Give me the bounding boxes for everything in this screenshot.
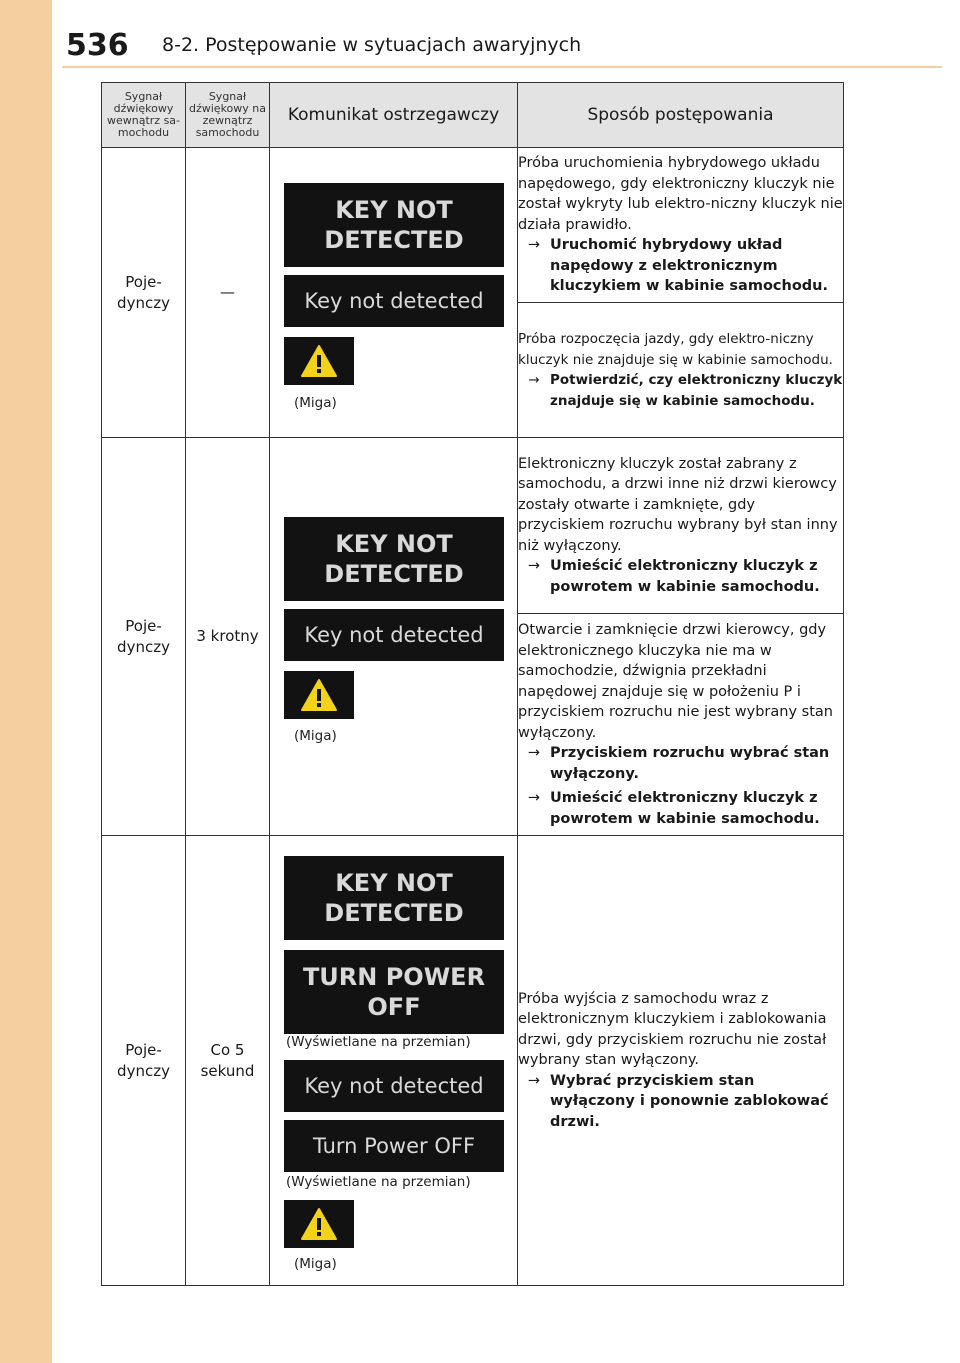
header-warning-message: Komunikat ostrzegawczy [270, 83, 518, 148]
header-procedure: Sposób postępowania [518, 83, 844, 148]
action-line [518, 743, 843, 784]
procedure-text: Elektroniczny kluczyk został zabrany z samochodu, a drzwi inne niż drzwi kierowcy zostały otwarte i zamknięte, gdy przyciskiem rozruchu wybrany był stan inny niż wyłączony. [518, 455, 838, 554]
warning-message-cell [270, 836, 518, 1286]
action-text: Przyciskiem rozruchu wybrać stan wyłączony. [550, 745, 830, 782]
warning-message-cell [270, 148, 518, 438]
display-key-not-detected-upper: KEY NOT DETECTED [284, 517, 504, 601]
caption-blink: (Miga) [294, 395, 337, 411]
section-title: 8-2. Postępowanie w sytuacjach awaryjnych [162, 34, 582, 56]
arrow-icon: → [527, 1072, 541, 1089]
outside-signal-cell: — [186, 148, 270, 438]
display-key-not-detected-upper: KEY NOT DETECTED [284, 183, 504, 267]
side-color-strip [0, 0, 52, 1363]
inside-signal-cell: Poje-dynczy [102, 836, 186, 1286]
table-row [102, 836, 844, 1286]
inside-signal-cell: Poje-dynczy [102, 148, 186, 438]
procedure-cell [518, 614, 844, 836]
page-number: 536 [66, 28, 129, 63]
procedure-cell [518, 836, 844, 1286]
action-line [518, 370, 843, 411]
display-key-not-detected: Key not detected [284, 609, 504, 661]
arrow-icon: → [527, 790, 541, 806]
caption-alternate: (Wyświetlane na przemian) [286, 1174, 471, 1190]
warning-triangle-icon [300, 344, 338, 378]
caption-blink: (Miga) [294, 728, 337, 744]
inside-signal-cell: Poje-dynczy [102, 438, 186, 836]
page-header [62, 28, 942, 64]
arrow-icon: → [527, 745, 541, 761]
action-line [518, 788, 843, 829]
warning-table [101, 82, 844, 1286]
table-row [102, 148, 844, 303]
header-outside-signal: Sygnał dźwiękowy na zewnątrz samochodu [186, 83, 270, 148]
caption-blink: (Miga) [294, 1256, 337, 1272]
procedure-cell [518, 438, 844, 614]
action-text: Potwierdzić, czy elektroniczny kluczyk znajduje się w kabinie samochodu. [550, 372, 843, 409]
warning-triangle-icon [300, 1207, 338, 1241]
header-rule [62, 66, 942, 68]
action-line [518, 1071, 843, 1133]
warning-light-box [284, 671, 354, 719]
procedure-cell [518, 148, 844, 303]
display-turn-power-off-upper: TURN POWER OFF [284, 950, 504, 1034]
display-key-not-detected-upper: KEY NOT DETECTED [284, 856, 504, 940]
outside-signal-cell: 3 krotny [186, 438, 270, 836]
warning-triangle-icon [300, 678, 338, 712]
arrow-icon: → [528, 372, 540, 388]
action-text: Umieścić elektroniczny kluczyk z powrotem w kabinie samochodu. [550, 790, 820, 827]
procedure-text: Próba wyjścia z samochodu wraz z elektronicznym kluczykiem i zablokowania drzwi, gdy przyciskiem rozruchu nie został wybrany stan wyłączony. [518, 990, 827, 1069]
header-inside-signal: Sygnał dźwiękowy wewnątrz sa-mochodu [102, 83, 186, 148]
display-key-not-detected: Key not detected [284, 275, 504, 327]
warning-message-cell [270, 438, 518, 836]
warning-light-box [284, 1200, 354, 1248]
warning-light-box [284, 337, 354, 385]
arrow-icon: → [527, 558, 541, 575]
outside-signal-cell: Co 5 sekund [186, 836, 270, 1286]
action-text: Umieścić elektroniczny kluczyk z powrotem w kabinie samochodu. [550, 558, 820, 595]
action-line [518, 556, 843, 597]
arrow-icon: → [527, 237, 541, 254]
procedure-cell [518, 303, 844, 438]
table-row [102, 438, 844, 614]
display-key-not-detected: Key not detected [284, 1060, 504, 1112]
procedure-text: Próba rozpoczęcia jazdy, gdy elektro-niczny kluczyk nie znajduje się w kabinie samochodu. [518, 331, 833, 368]
caption-alternate: (Wyświetlane na przemian) [286, 1034, 471, 1050]
action-line [518, 235, 843, 297]
procedure-text: Otwarcie i zamknięcie drzwi kierowcy, gdy elektronicznego kluczyka nie ma w samochodzie, dźwignia przekładni napędowej znajduje się w położeniu P i przyciskiem rozruchu nie jest wybrany stan wyłączony. [518, 622, 833, 741]
action-text: Wybrać przyciskiem stan wyłączony i ponownie zablokować drzwi. [550, 1072, 829, 1130]
display-turn-power-off: Turn Power OFF [284, 1120, 504, 1172]
table-header-row [102, 83, 844, 148]
procedure-text: Próba uruchomienia hybrydowego układu napędowego, gdy elektroniczny kluczyk nie został wykryty lub elektro-niczny kluczyk nie działa prawidło. [518, 155, 843, 233]
action-text: Uruchomić hybrydowy układ napędowy z elektronicznym kluczykiem w kabinie samochodu. [550, 237, 828, 295]
